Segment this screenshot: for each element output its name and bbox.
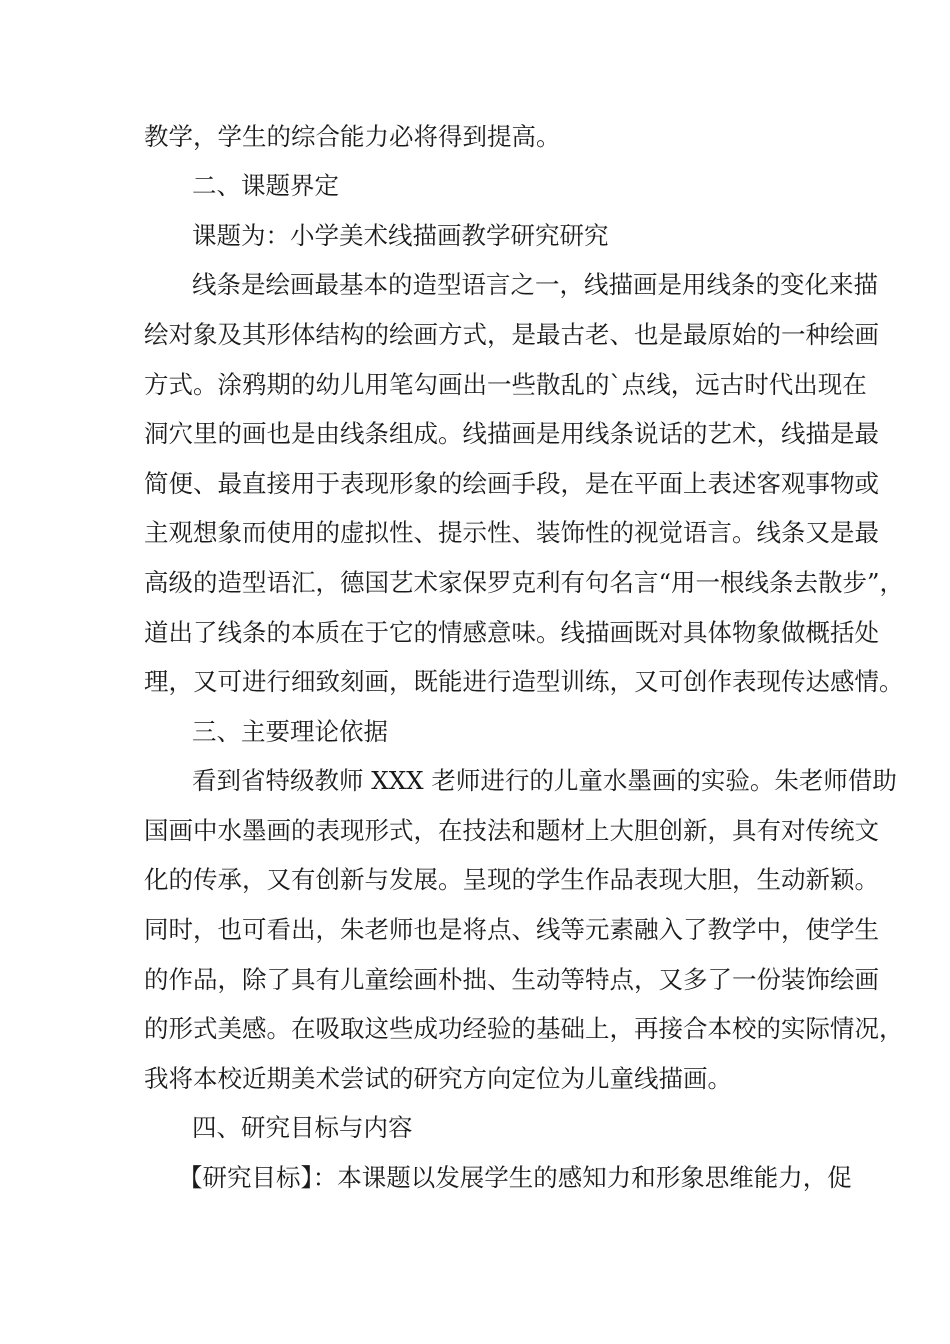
paragraph-line: 道出了线条的本质在于它的情感意味。线描画既对具体物象做概括处 <box>144 618 879 647</box>
paragraph-line: 理，又可进行细致刻画，既能进行造型训练，又可创作表现传达感情。 <box>144 667 904 696</box>
paragraph-line: 方式。涂鸦期的幼儿用笔勾画出一些散乱的`点线，远古时代出现在 <box>144 370 867 399</box>
paragraph-line: 的作品，除了具有儿童绘画朴拙、生动等特点，又多了一份装饰绘画 <box>144 965 879 994</box>
paragraph-line: 的形式美感。在吸取这些成功经验的基础上，再接合本校的实际情况， <box>144 1014 904 1043</box>
paragraph-line: 看到省特级教师 XXX 老师进行的儿童水墨画的实验。朱老师借助 <box>192 766 897 795</box>
paragraph-line: 高级的造型语汇，德国艺术家保罗克利有句名言“用一根线条去散步”， <box>144 568 905 597</box>
paragraph-line: 同时，也可看出，朱老师也是将点、线等元素融入了教学中，使学生 <box>144 915 879 944</box>
topic-line: 课题为：小学美术线描画教学研究研究 <box>192 221 609 250</box>
paragraph-line: 我将本校近期美术尝试的研究方向定位为儿童线描画。 <box>144 1064 732 1093</box>
paragraph-line: 线条是绘画最基本的造型语言之一，线描画是用线条的变化来描 <box>192 270 878 299</box>
section-heading-3: 三、主要理论依据 <box>192 717 388 746</box>
paragraph-line: 教学，学生的综合能力必将得到提高。 <box>144 122 561 151</box>
paragraph-line: 化的传承，又有创新与发展。呈现的学生作品表现大胆，生动新颖。 <box>144 865 879 894</box>
paragraph-line: 国画中水墨画的表现形式，在技法和题材上大胆创新，具有对传统文 <box>144 816 879 845</box>
paragraph-line: 主观想象而使用的虚拟性、提示性、装饰性的视觉语言。线条又是最 <box>144 518 879 547</box>
section-heading-2: 二、课题界定 <box>192 171 339 200</box>
paragraph-line: 绘对象及其形体结构的绘画方式，是最古老、也是最原始的一种绘画 <box>144 320 879 349</box>
paragraph-line: 简便、最直接用于表现形象的绘画手段，是在平面上表述客观事物或 <box>144 469 879 498</box>
section-heading-4: 四、研究目标与内容 <box>192 1113 413 1142</box>
paragraph-line: 洞穴里的画也是由线条组成。线描画是用线条说话的艺术，线描是最 <box>144 419 879 448</box>
research-goal-line: 【研究目标】：本课题以发展学生的感知力和形象思维能力，促 <box>178 1163 852 1192</box>
